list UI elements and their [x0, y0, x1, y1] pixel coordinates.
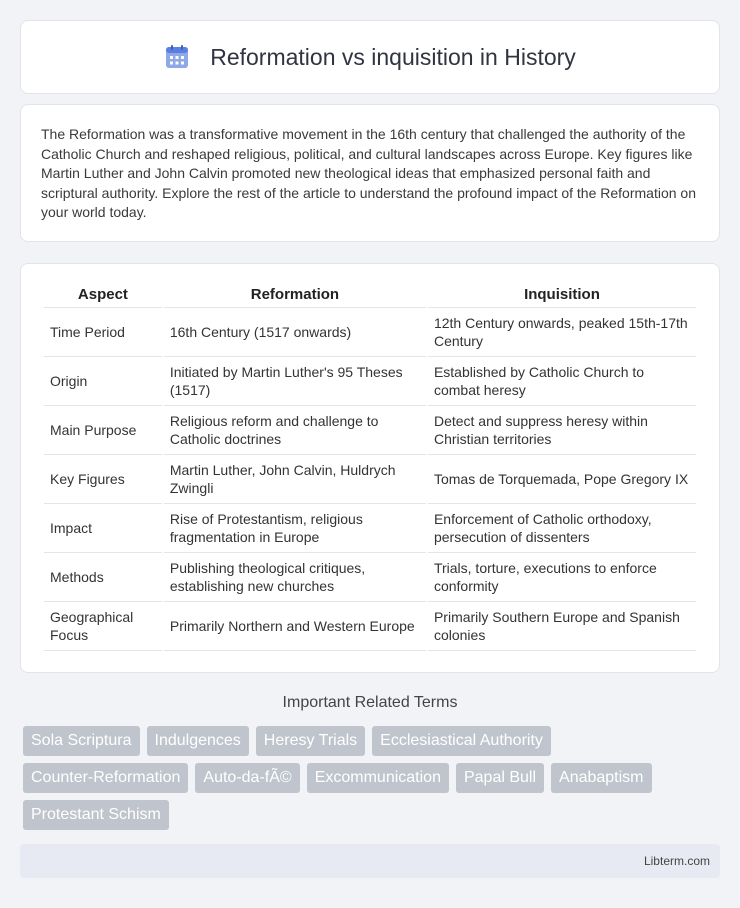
related-terms-title: Important Related Terms: [282, 694, 458, 711]
term-tag[interactable]: Protestant Schism: [23, 800, 169, 830]
table-cell: Primarily Northern and Western Europe: [164, 602, 426, 651]
table-cell: Impact: [44, 504, 162, 553]
footer: [20, 844, 720, 878]
table-cell: Enforcement of Catholic orthodoxy, persecution of dissenters: [428, 504, 696, 553]
table-row: [44, 455, 696, 504]
table-cell: Origin: [44, 357, 162, 406]
table-cell: Key Figures: [44, 455, 162, 504]
table-cell: Geographical Focus: [44, 602, 162, 651]
term-tag[interactable]: Counter-Reformation: [23, 763, 188, 793]
column-header: Aspect: [44, 282, 162, 308]
page-title: Reformation vs inquisition in History: [210, 43, 576, 70]
term-tag[interactable]: Heresy Trials: [256, 726, 365, 756]
term-tag[interactable]: Ecclesiastical Authority: [372, 726, 551, 756]
footer-brand-link[interactable]: Libterm.com: [643, 854, 710, 868]
table-cell: Tomas de Torquemada, Pope Gregory IX: [428, 455, 696, 504]
table-row: [44, 602, 696, 651]
table-row: [44, 308, 696, 357]
table-cell: Primarily Southern Europe and Spanish colonies: [428, 602, 696, 651]
table-cell: Religious reform and challenge to Catholic doctrines: [164, 406, 426, 455]
table-cell: Initiated by Martin Luther's 95 Theses (1517): [164, 357, 426, 406]
table-header-row: [44, 282, 696, 308]
intro-text: The Reformation was a transformative movement in the 16th century that challenged the authority of the Catholic Church and reshaped religious, political, and cultural landscapes across Europe. Key figures like Martin Luther and John Calvin promoted new theological ideas that emphasized personal faith and scriptural authority. Explore the rest of the article to understand the profound impact of the Reformation on your world today.: [41, 126, 696, 221]
comparison-table: [42, 282, 698, 651]
column-header: Inquisition: [428, 282, 696, 308]
header-card: [20, 20, 720, 94]
intro-card: [20, 104, 720, 242]
comparison-table-card: [20, 263, 720, 673]
table-cell: Time Period: [44, 308, 162, 357]
related-terms-list: [23, 726, 723, 837]
table-cell: Main Purpose: [44, 406, 162, 455]
term-tag[interactable]: Sola Scriptura: [23, 726, 140, 756]
table-cell: 12th Century onwards, peaked 15th-17th Century: [428, 308, 696, 357]
table-cell: Methods: [44, 553, 162, 602]
term-tag[interactable]: Excommunication: [307, 763, 449, 793]
table-row: [44, 504, 696, 553]
table-cell: Established by Catholic Church to combat heresy: [428, 357, 696, 406]
table-cell: 16th Century (1517 onwards): [164, 308, 426, 357]
table-cell: Rise of Protestantism, religious fragmentation in Europe: [164, 504, 426, 553]
term-tag[interactable]: Papal Bull: [456, 763, 544, 793]
table-cell: Detect and suppress heresy within Christian territories: [428, 406, 696, 455]
term-tag[interactable]: Auto-da-fÃ©: [195, 763, 299, 793]
term-tag[interactable]: Anabaptism: [551, 763, 652, 793]
table-row: [44, 553, 696, 602]
table-row: [44, 357, 696, 406]
column-header: Reformation: [164, 282, 426, 308]
calendar-icon: [164, 44, 190, 70]
table-cell: Martin Luther, John Calvin, Huldrych Zwingli: [164, 455, 426, 504]
table-row: [44, 406, 696, 455]
table-cell: Trials, torture, executions to enforce conformity: [428, 553, 696, 602]
term-tag[interactable]: Indulgences: [147, 726, 249, 756]
table-cell: Publishing theological critiques, establishing new churches: [164, 553, 426, 602]
